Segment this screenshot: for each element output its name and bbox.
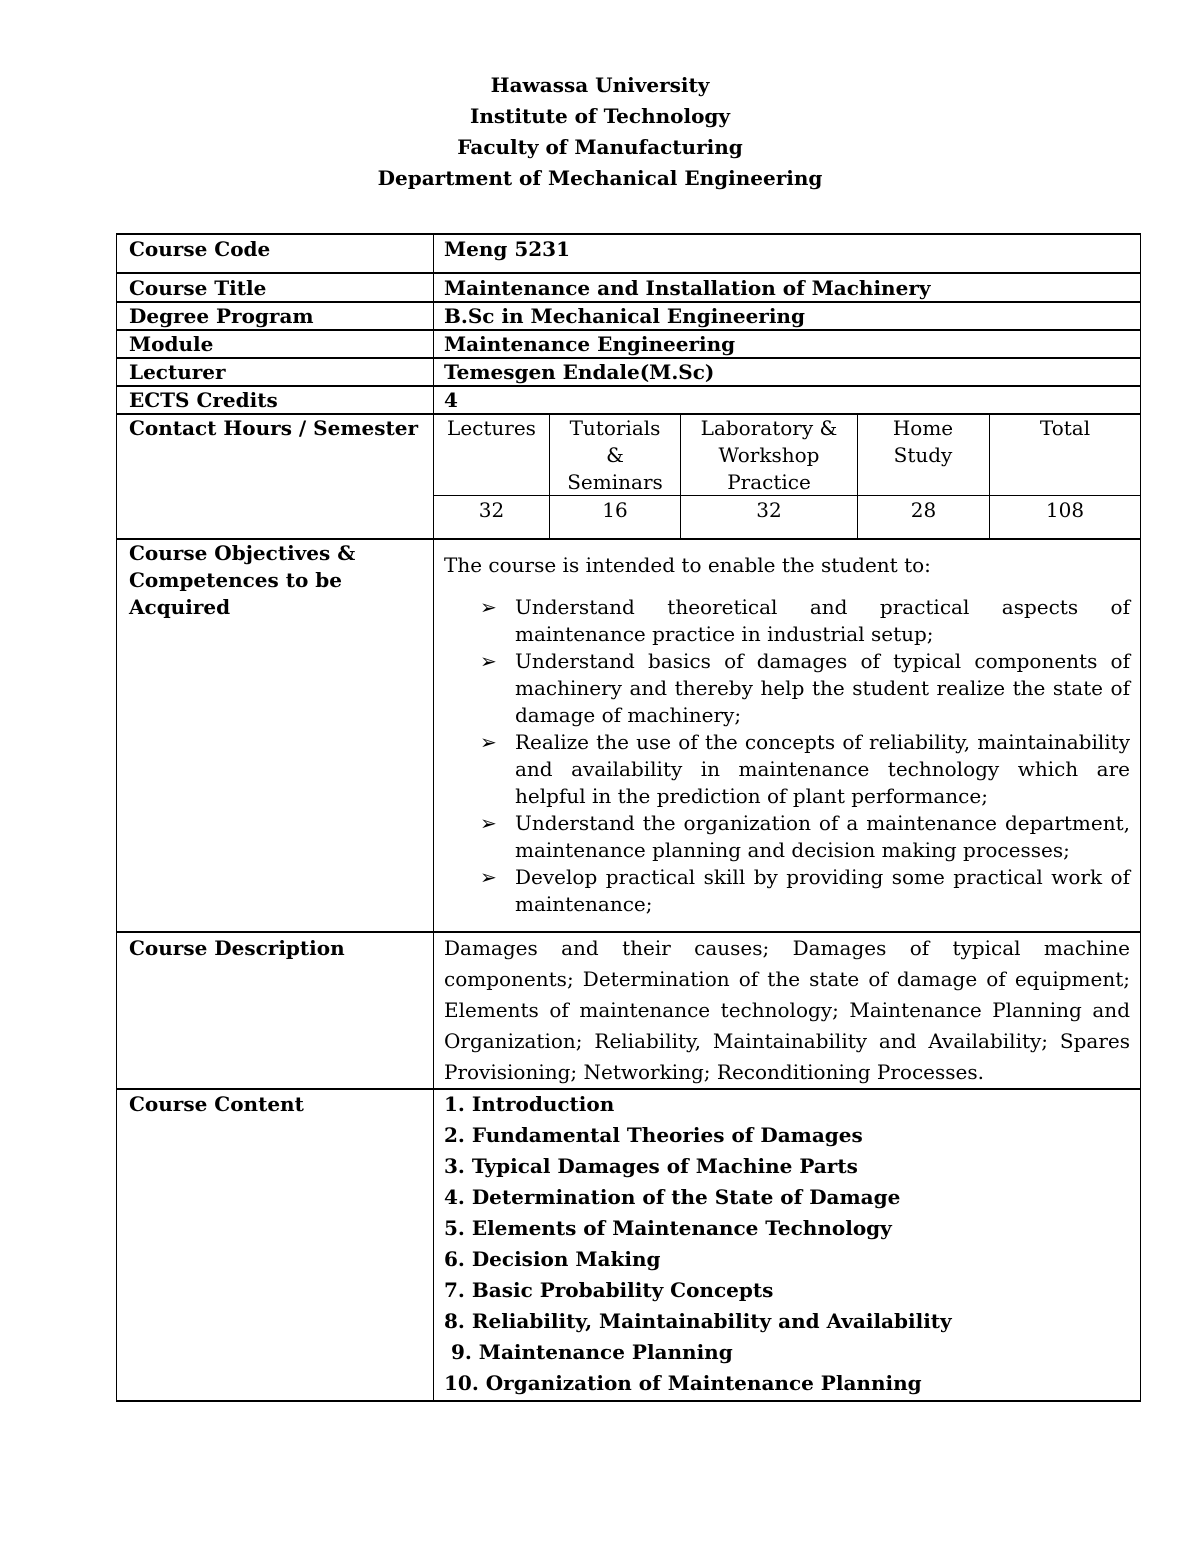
content-block bbox=[444, 1089, 952, 1399]
list-item: ➢ Understand the organization of a maintenance department, maintenance planning and decision making processes; bbox=[480, 811, 1130, 862]
institute-name: Institute of Technology bbox=[469, 104, 731, 128]
list-item: ➢ Develop practical skill by providing some practical work of maintenance; bbox=[480, 865, 1130, 916]
row-line bbox=[116, 233, 1141, 235]
objectives-block bbox=[444, 552, 1130, 918]
arrow-bullet-icon: ➢ bbox=[480, 811, 497, 835]
objectives-label: Course Objectives & Competences to be Acquired bbox=[129, 541, 356, 619]
degree-program-label: Degree Program bbox=[129, 304, 314, 328]
list-item: 9. Maintenance Planning bbox=[444, 1340, 733, 1364]
list-item: ➢ Understand theoretical and practical aspects of maintenance practice in industrial setup; bbox=[480, 595, 1130, 646]
contact-value-total: 108 bbox=[1045, 498, 1085, 522]
contact-header-laboratory: Laboratory & Workshop Practice bbox=[700, 416, 838, 494]
document-header bbox=[0, 70, 1200, 194]
contact-header-tutorials: Tutorials & Seminars bbox=[567, 416, 663, 494]
course-code-label: Course Code bbox=[129, 237, 271, 261]
description-text: Damages and their causes; Damages of typical machine components; Determination of the state of damage of equipment; Elements of maintenance technology; Maintenance Planning and Organization; Reliability, Maintainability and Availability; Spares Provisioning; Networking; Reconditioning Processes. bbox=[444, 936, 1130, 1084]
list-item: 7. Basic Probability Concepts bbox=[444, 1278, 774, 1302]
degree-program-value: B.Sc in Mechanical Engineering bbox=[444, 304, 805, 328]
course-code-value: Meng 5231 bbox=[444, 237, 571, 261]
contact-value-tutorials: 16 bbox=[602, 498, 628, 522]
table-border-left bbox=[116, 233, 117, 1401]
contact-header-lectures: Lectures bbox=[447, 416, 536, 440]
course-title-label: Course Title bbox=[129, 276, 267, 300]
ects-label: ECTS Credits bbox=[129, 388, 278, 412]
list-item: 6. Decision Making bbox=[444, 1247, 661, 1271]
university-name: Hawassa University bbox=[490, 73, 710, 97]
course-title-value: Maintenance and Installation of Machinery bbox=[444, 276, 931, 300]
department-name: Department of Mechanical Engineering bbox=[377, 166, 823, 190]
arrow-bullet-icon: ➢ bbox=[480, 865, 497, 889]
module-label: Module bbox=[129, 332, 214, 356]
lecturer-label: Lecturer bbox=[129, 360, 226, 384]
list-item: 10. Organization of Maintenance Planning bbox=[444, 1371, 922, 1395]
row-line bbox=[116, 1400, 1141, 1402]
arrow-bullet-icon: ➢ bbox=[480, 730, 497, 754]
arrow-bullet-icon: ➢ bbox=[480, 595, 497, 619]
ects-value: 4 bbox=[444, 388, 458, 412]
list-item: 8. Reliability, Maintainability and Availability bbox=[444, 1309, 952, 1333]
contact-value-lectures: 32 bbox=[478, 498, 505, 522]
table-border-right bbox=[1140, 233, 1141, 1401]
objectives-list bbox=[444, 594, 1130, 918]
list-item: ➢ Understand basics of damages of typical components of machinery and thereby help the student realize the state of damage of machinery; bbox=[480, 649, 1130, 727]
list-item: 4. Determination of the State of Damage bbox=[444, 1185, 901, 1209]
objectives-intro: The course is intended to enable the student to: bbox=[444, 553, 931, 577]
faculty-name: Faculty of Manufacturing bbox=[457, 135, 743, 159]
contact-value-laboratory: 32 bbox=[756, 498, 782, 522]
list-item: 2. Fundamental Theories of Damages bbox=[444, 1123, 863, 1147]
module-value: Maintenance Engineering bbox=[444, 332, 736, 356]
description-label: Course Description bbox=[129, 936, 345, 960]
contact-header-home-study: Home Study bbox=[892, 416, 954, 467]
list-item: 5. Elements of Maintenance Technology bbox=[444, 1216, 892, 1240]
row-line bbox=[116, 272, 1141, 274]
content-label: Course Content bbox=[129, 1092, 304, 1116]
contact-hours-label: Contact Hours / Semester bbox=[129, 416, 418, 440]
lecturer-value: Temesgen Endale(M.Sc) bbox=[444, 360, 715, 384]
content-list bbox=[444, 1089, 952, 1399]
list-item: 3. Typical Damages of Machine Parts bbox=[444, 1154, 858, 1178]
list-item: 1. Introduction bbox=[444, 1092, 615, 1116]
contact-header-total: Total bbox=[1039, 416, 1091, 440]
arrow-bullet-icon: ➢ bbox=[480, 649, 497, 673]
contact-value-home-study: 28 bbox=[910, 498, 937, 522]
list-item: ➢ Realize the use of the concepts of reliability, maintainability and availability in maintenance technology which are helpful in the prediction of plant performance; bbox=[480, 730, 1130, 808]
column-divider bbox=[433, 233, 434, 1401]
